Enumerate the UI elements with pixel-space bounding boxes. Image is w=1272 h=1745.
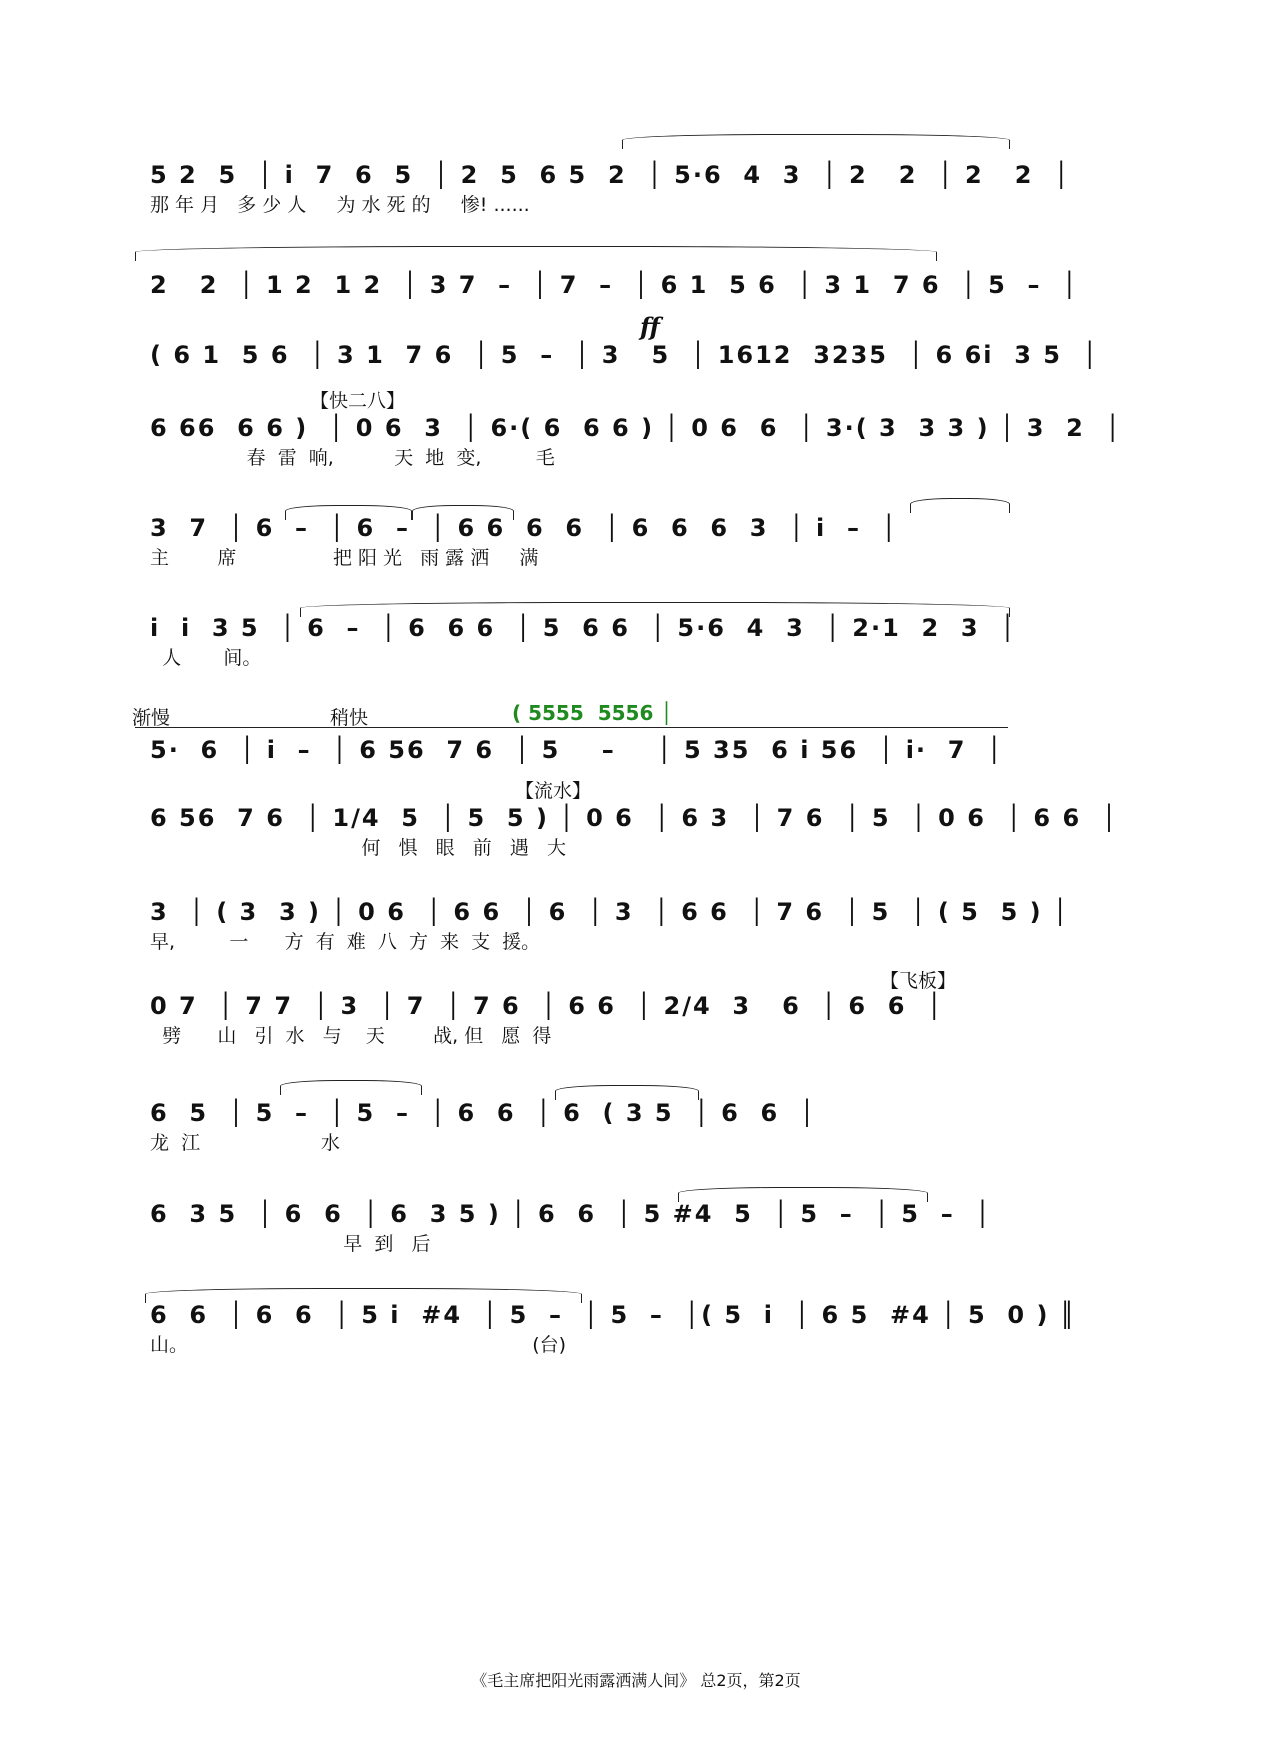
lyrics: 早 到 后 [150, 1233, 431, 1255]
phrase-line [135, 727, 1008, 728]
staff-row-4 [150, 408, 1140, 469]
lyrics: 主 席 把 阳 光 雨 露 洒 满 [150, 547, 539, 569]
lyrics: 人 间。 [150, 647, 262, 669]
section-label-liushui: 【流水】 [515, 780, 592, 802]
lyrics: 山。 (台) [150, 1334, 567, 1356]
staff-row-3 [150, 335, 1140, 375]
tempo-jianman: 渐慢 [132, 707, 171, 729]
lyrics: 春 雷 响, 天 地 变, 毛 [150, 447, 555, 469]
page-footer: 《毛主席把阳光雨露洒满人间》 总2页，第2页 [471, 1671, 801, 1690]
notes: 3 │ ( 3 3 ) │ 0 6 │ 6 6 │ 6 │ 3 │ 6 6 │ 7 6 │ 5 │ ( 5 5 ) │ [150, 898, 1070, 926]
notes: 6 66 6 6 ) │ 0 6 3 │ 6·( 6 6 6 ) │ 0 6 6 │ 3·( 3 3 3 ) │ 3 2 │ [150, 414, 1122, 442]
staff-row-1 [150, 155, 1140, 216]
notes: 6 6 │ 6 6 │ 5 i #4 │ 5 – │ 5 – │( 5 i │ 6 5 #4 │ 5 0 ) ║ [150, 1301, 1077, 1329]
staff-row-8 [150, 798, 1140, 859]
section-label-feiban: 【飞板】 [880, 970, 957, 992]
green-phrase: ( 5555 5556 │ [512, 701, 673, 725]
notes: 6 3 5 │ 6 6 │ 6 3 5 ) │ 6 6 │ 5 #4 5 │ 5 – │ 5 – │ [150, 1200, 992, 1228]
lyrics: 何 惧 眼 前 遇 大 [150, 837, 566, 859]
notes: 6 56 7 6 │ 1/4 5 │ 5 5 ) │ 0 6 │ 6 3 │ 7 6 │ 5 │ 0 6 │ 6 6 │ [150, 804, 1119, 832]
tempo-shaokuai: 稍快 [330, 707, 369, 729]
notes: ( 6 1 5 6 │ 3 1 7 6 │ 5 – │ 3 5 │ 1612 3235 │ 6 6i 3 5 │ [150, 341, 1100, 369]
notes: 5 2 5 │ i 7 6 5 │ 2 5 6 5 2 │ 5·6 4 3 │ 2 2 │ 2 2 │ [150, 161, 1071, 189]
lyrics: 那 年 月 多 少 人 为 水 死 的 惨! ...... [150, 194, 530, 216]
phrase-slur [135, 246, 937, 261]
staff-row-5 [150, 508, 1140, 569]
lyrics: 龙 江 水 [150, 1132, 340, 1154]
lyrics: 劈 山 引 水 与 天 战, 但 愿 得 [150, 1025, 552, 1047]
dynamic-marking: ff [640, 312, 660, 341]
staff-row-10 [150, 986, 1140, 1047]
section-label-kuai-erba: 【快二八】 [310, 390, 406, 412]
notes: 0 7 │ 7 7 │ 3 │ 7 │ 7 6 │ 6 6 │ 2/4 3 6 │ 6 6 │ [150, 992, 944, 1020]
staff-row-9 [150, 892, 1140, 953]
staff-row-12 [150, 1194, 1140, 1255]
notes: 6 5 │ 5 – │ 5 – │ 6 6 │ 6 ( 3 5 │ 6 6 │ [150, 1099, 817, 1127]
notes: 5· 6 │ i – │ 6 56 7 6 │ 5 – │ 5 35 6 i 56 │ i· 7 │ [150, 736, 1004, 764]
staff-row-6 [150, 608, 1140, 669]
staff-row-13 [150, 1295, 1140, 1356]
staff-row-2 [150, 265, 1140, 305]
lyrics: 早, 一 方 有 难 八 方 来 支 援。 [150, 931, 541, 953]
notes: i i 3 5 │ 6 – │ 6 6 6 │ 5 6 6 │ 5·6 4 3 │ 2·1 2 3 │ [150, 614, 1017, 642]
notes: 3 7 │ 6 – │ 6 – │ 6 6 6 6 │ 6 6 6 3 │ i – │ [150, 514, 899, 542]
phrase-slur [622, 134, 1010, 149]
staff-row-11 [150, 1093, 1140, 1154]
notes: 2 2 │ 1 2 1 2 │ 3 7 – │ 7 – │ 6 1 5 6 │ 3 1 7 6 │ 5 – │ [150, 271, 1079, 299]
staff-row-7 [150, 730, 1140, 770]
